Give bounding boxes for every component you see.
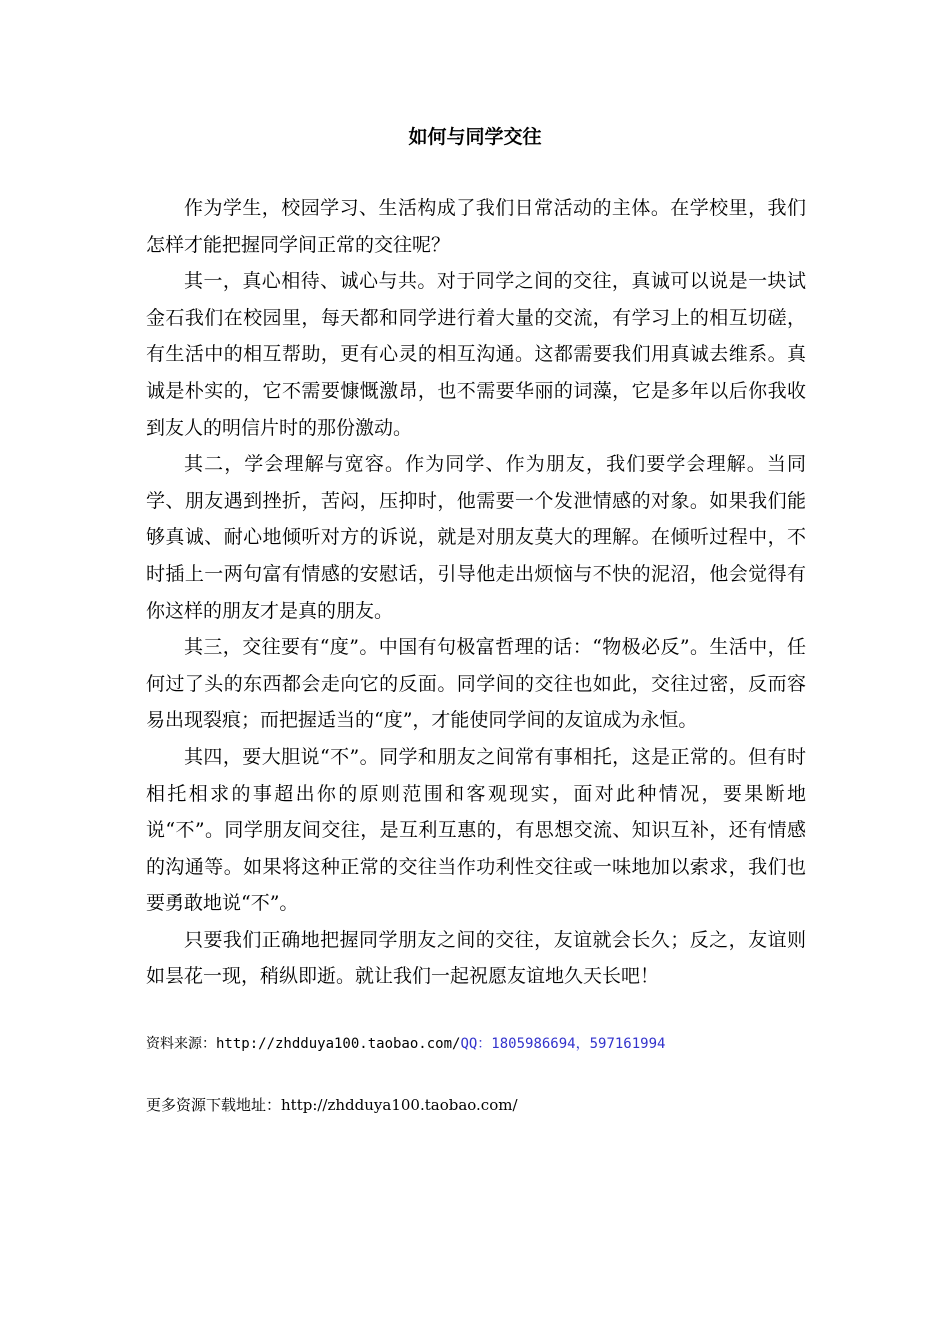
download-link[interactable]: 更多资源下载地址：http://zhdduya100.taobao.com/	[146, 1096, 518, 1114]
source-line	[146, 1034, 826, 1054]
paragraph-sincerity: 其一，真心相待、诚心与共。对于同学之间的交往，真诚可以说是一块试金石我们在校园里，每天都和同学进行着大量的交流，有学习上的相互切磋，有生活中的相互帮助，更有心灵的相互沟通。这都需要我们用真诚去维系。真诚是朴实的，它不需要慷慨激昂，也不需要华丽的词藻，它是多年以后你我收到友人的明信片时的那份激动。	[146, 270, 806, 439]
qq-contact: QQ：1805986694，597161994	[460, 1036, 666, 1052]
article-body	[146, 190, 806, 995]
paragraph-say-no: 其四，要大胆说“不”。同学和朋友之间常有事相托，这是正常的。但有时相托相求的事超出你的原则范围和客观现实，面对此种情况，要果断地说“不”。同学朋友间交往，是互利互惠的，有思想交流、知识互补，还有情感的沟通等。如果将这种正常的交往当作功利性交往或一味地加以索求，我们也要勇敢地说“不”。	[146, 745, 806, 915]
paragraph-understanding: 其二，学会理解与宽容。作为同学、作为朋友，我们要学会理解。当同学、朋友遇到挫折，苦闷，压抑时，他需要一个发泄情感的对象。如果我们能够真诚、耐心地倾听对方的诉说，就是对朋友莫大的理解。在倾听过程中，不时插上一两句富有情感的安慰话，引导他走出烦恼与不快的泥沼，他会觉得有你这样的朋友才是真的朋友。	[146, 453, 806, 622]
source-label: 资料来源：http://zhdduya100.taobao.com/	[146, 1036, 461, 1052]
paragraph-moderation: 其三，交往要有“度”。中国有句极富哲理的话：“物极必反”。生活中，任何过了头的东西都会走向它的反面。同学间的交往也如此，交往过密，反而容易出现裂痕；而把握适当的“度”，才能使同学间的友谊成为永恒。	[146, 636, 806, 732]
page-title: 如何与同学交往	[408, 126, 542, 148]
paragraph-conclusion: 只要我们正确地把握同学朋友之间的交往，友谊就会长久；反之，友谊则如昙花一现，稍纵即逝。就让我们一起祝愿友谊地久天长吧！	[146, 928, 806, 988]
paragraph-intro: 作为学生，校园学习、生活构成了我们日常活动的主体。在学校里，我们怎样才能把握同学间正常的交往呢？	[146, 197, 806, 256]
